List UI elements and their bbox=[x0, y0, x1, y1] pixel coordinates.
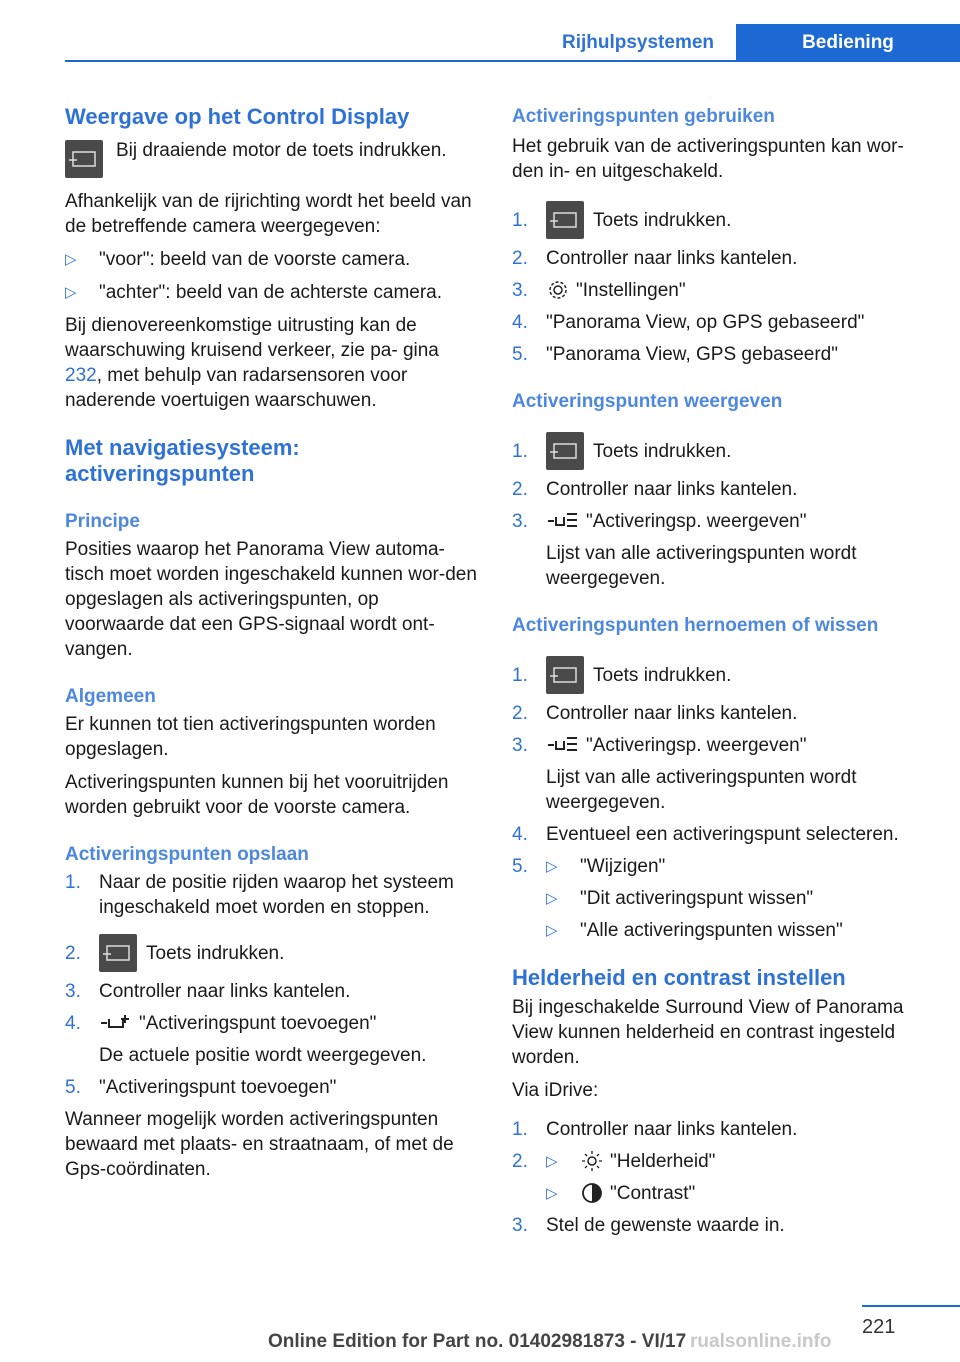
step-text: Toets indrukken. bbox=[146, 942, 285, 964]
heading-control-display: Weergave op het Control Display bbox=[65, 104, 410, 129]
point-list-icon bbox=[546, 733, 580, 757]
camera-button-icon bbox=[546, 656, 584, 694]
bullet-triangle-icon: ▷ bbox=[65, 251, 77, 268]
left-column bbox=[65, 100, 477, 1182]
step-text: Stel de gewenste waarde in. bbox=[546, 1215, 785, 1236]
text: Bij dienovereenkomstige uitrusting kan de waarschuwing kruisend verkeer, zie pa- bbox=[65, 315, 417, 361]
step-text: Controller naar links kantelen. bbox=[546, 479, 798, 500]
paragraph: Activeringspunten kunnen bij het vooruitrijden worden gebruikt voor de voorste camera. bbox=[65, 772, 449, 818]
list-item-note bbox=[512, 765, 932, 815]
paragraph: Er kunnen tot tien activeringspunten worden opgeslagen. bbox=[65, 714, 436, 760]
camera-button-icon bbox=[99, 934, 137, 972]
heading-helderheid: Helderheid en contrast instellen bbox=[512, 965, 846, 990]
heading-navigation: Met navigatiesysteem: activeringspunten bbox=[65, 435, 300, 486]
point-list-icon bbox=[546, 509, 580, 533]
step-text: "Helderheid" bbox=[610, 1151, 716, 1172]
paragraph bbox=[65, 313, 477, 413]
step-text: "Activeringsp. weergeven" bbox=[586, 511, 807, 532]
step-text: Toets indrukken. bbox=[593, 209, 732, 231]
heading-principe: Principe bbox=[65, 511, 140, 532]
bullet-triangle-icon: ▷ bbox=[546, 858, 558, 875]
list-item bbox=[65, 1043, 477, 1068]
list-item bbox=[512, 278, 932, 303]
step-number: 4. bbox=[65, 1013, 81, 1034]
list-item bbox=[512, 1213, 932, 1238]
step-number: 1. bbox=[512, 664, 528, 686]
right-column bbox=[512, 100, 932, 1238]
step-text: Toets indrukken. bbox=[593, 664, 732, 686]
edition-note: Online Edition for Part no. 01402981873 - VI/17 bbox=[268, 1331, 687, 1352]
heading-weergeven: Activeringspunten weergeven bbox=[512, 391, 783, 412]
step-text: Toets indrukken. bbox=[593, 440, 732, 462]
list-item bbox=[512, 432, 932, 470]
list-item bbox=[512, 342, 932, 367]
camera-button-icon bbox=[546, 201, 584, 239]
header-chapter-tab: Bediening bbox=[736, 24, 960, 62]
list-item bbox=[512, 246, 932, 271]
heading-hernoemen: Activeringspunten hernoemen of wissen bbox=[512, 615, 879, 636]
step-text: Lijst van alle activeringspunten wordt weergegeven. bbox=[546, 543, 857, 589]
paragraph: Bij ingeschakelde Surround View of Panorama View kunnen helderheid en contrast ingesteld worden. bbox=[512, 997, 904, 1068]
step-text: "Activeringspunt toevoegen" bbox=[99, 1077, 337, 1098]
text: , met behulp van radarsensoren voor naderende voertuigen waarschuwen. bbox=[65, 365, 408, 411]
step-number: 2. bbox=[512, 248, 528, 269]
step-number: 3. bbox=[512, 735, 528, 756]
list-item bbox=[65, 247, 477, 272]
paragraph: Posities waarop het Panorama View automa-tisch moet worden ingeschakeld kunnen wor-den opgeslagen als activeringspunten, op voorwaarde dat een GPS-signaal wordt ont-vangen. bbox=[65, 539, 477, 660]
header-section-label: Rijhulpsystemen bbox=[561, 32, 715, 53]
step-text: Controller naar links kantelen. bbox=[99, 981, 351, 1002]
contrast-icon bbox=[580, 1181, 606, 1205]
list-subitem bbox=[512, 886, 932, 911]
list-item bbox=[512, 1117, 932, 1142]
paragraph: Wanneer mogelijk worden activeringspunten bewaard met plaats- en straatnaam, of met de Gps-coördinaten. bbox=[65, 1109, 454, 1180]
list-subitem bbox=[512, 918, 932, 943]
step-text: Controller naar links kantelen. bbox=[546, 703, 798, 724]
list-item-note bbox=[512, 541, 932, 591]
settings-gear-icon bbox=[546, 278, 572, 302]
step-number: 1. bbox=[65, 872, 81, 893]
step-text: "Alle activeringspunten wissen" bbox=[580, 920, 843, 941]
step-text: Naar de positie rijden waarop het systeem ingeschakeld moet worden en stoppen. bbox=[99, 872, 454, 918]
step-number: 1. bbox=[512, 209, 528, 231]
step-text: "Activeringspunt toevoegen" bbox=[139, 1013, 377, 1034]
list-item bbox=[65, 1075, 477, 1100]
bullet-triangle-icon: ▷ bbox=[546, 890, 558, 907]
step-number: 2. bbox=[512, 1151, 528, 1172]
list-item bbox=[512, 822, 932, 847]
step-text: "Activeringsp. weergeven" bbox=[586, 735, 807, 756]
step-number: 3. bbox=[512, 1215, 528, 1236]
list-item bbox=[65, 979, 477, 1004]
list-item bbox=[65, 870, 477, 920]
press-instruction bbox=[65, 138, 477, 178]
step-text: "Panorama View, GPS gebaseerd" bbox=[546, 344, 838, 365]
step-number: 4. bbox=[512, 312, 528, 333]
step-number: 3. bbox=[512, 511, 528, 532]
step-text: "Instellingen" bbox=[576, 280, 686, 301]
list-item-text: "achter": beeld van de achterste camera. bbox=[99, 282, 443, 303]
bullet-triangle-icon: ▷ bbox=[546, 922, 558, 939]
list-item bbox=[512, 733, 932, 758]
page-number: 221 bbox=[862, 1316, 896, 1338]
step-text: "Contrast" bbox=[610, 1183, 696, 1204]
list-subitem bbox=[512, 1181, 932, 1206]
heading-algemeen: Algemeen bbox=[65, 686, 156, 707]
step-text: "Wijzigen" bbox=[580, 856, 666, 877]
header-rule bbox=[65, 60, 960, 62]
step-number: 5. bbox=[512, 856, 528, 877]
text: gina bbox=[402, 340, 439, 361]
heading-opslaan: Activeringspunten opslaan bbox=[65, 844, 309, 865]
step-number: 2. bbox=[512, 703, 528, 724]
step-number: 5. bbox=[512, 344, 528, 365]
list-item-text: "voor": beeld van de voorste camera. bbox=[99, 249, 411, 270]
list-item bbox=[512, 1149, 932, 1174]
step-text: "Dit activeringspunt wissen" bbox=[580, 888, 814, 909]
list-item bbox=[65, 1011, 477, 1036]
step-text: Lijst van alle activeringspunten wordt weergegeven. bbox=[546, 767, 857, 813]
list-item bbox=[512, 701, 932, 726]
step-number: 3. bbox=[512, 280, 528, 301]
bullet-triangle-icon: ▷ bbox=[65, 284, 77, 301]
step-text: "Panorama View, op GPS gebaseerd" bbox=[546, 312, 865, 333]
list-item bbox=[512, 310, 932, 335]
step-text: De actuele positie wordt weergegeven. bbox=[99, 1045, 427, 1066]
step-text: Controller naar links kantelen. bbox=[546, 248, 798, 269]
bullet-triangle-icon: ▷ bbox=[546, 1153, 558, 1170]
list-item bbox=[65, 934, 477, 972]
step-text: Eventueel een activeringspunt selecteren. bbox=[546, 824, 899, 845]
camera-button-icon bbox=[65, 140, 103, 178]
footer-rule bbox=[862, 1305, 960, 1307]
list-item bbox=[512, 509, 932, 534]
list-item bbox=[512, 201, 932, 239]
step-text: Controller naar links kantelen. bbox=[546, 1119, 798, 1140]
page-link[interactable]: 232 bbox=[65, 365, 97, 386]
paragraph: Via iDrive: bbox=[512, 1080, 599, 1101]
step-number: 1. bbox=[512, 1119, 528, 1140]
step-number: 2. bbox=[512, 479, 528, 500]
step-number: 1. bbox=[512, 440, 528, 462]
paragraph: Het gebruik van de activeringspunten kan wor-den in- en uitgeschakeld. bbox=[512, 136, 904, 182]
list-item bbox=[512, 656, 932, 694]
list-item bbox=[65, 280, 477, 305]
page-footer bbox=[0, 1300, 960, 1362]
list-item bbox=[512, 477, 932, 502]
step-number: 4. bbox=[512, 824, 528, 845]
step-number: 5. bbox=[65, 1077, 81, 1098]
watermark: rualsonline.info bbox=[690, 1331, 832, 1352]
heading-gebruiken: Activeringspunten gebruiken bbox=[512, 106, 775, 127]
camera-button-icon bbox=[546, 432, 584, 470]
list-item bbox=[512, 854, 932, 879]
paragraph: Bij draaiende motor de toets indrukken. bbox=[116, 140, 447, 161]
step-number: 2. bbox=[65, 942, 81, 964]
brightness-icon bbox=[580, 1149, 606, 1173]
add-point-icon bbox=[99, 1011, 133, 1035]
step-number: 3. bbox=[65, 981, 81, 1002]
bullet-triangle-icon: ▷ bbox=[546, 1185, 558, 1202]
paragraph: Afhankelijk van de rijrichting wordt het beeld van de betreffende camera weergegeven: bbox=[65, 191, 472, 237]
